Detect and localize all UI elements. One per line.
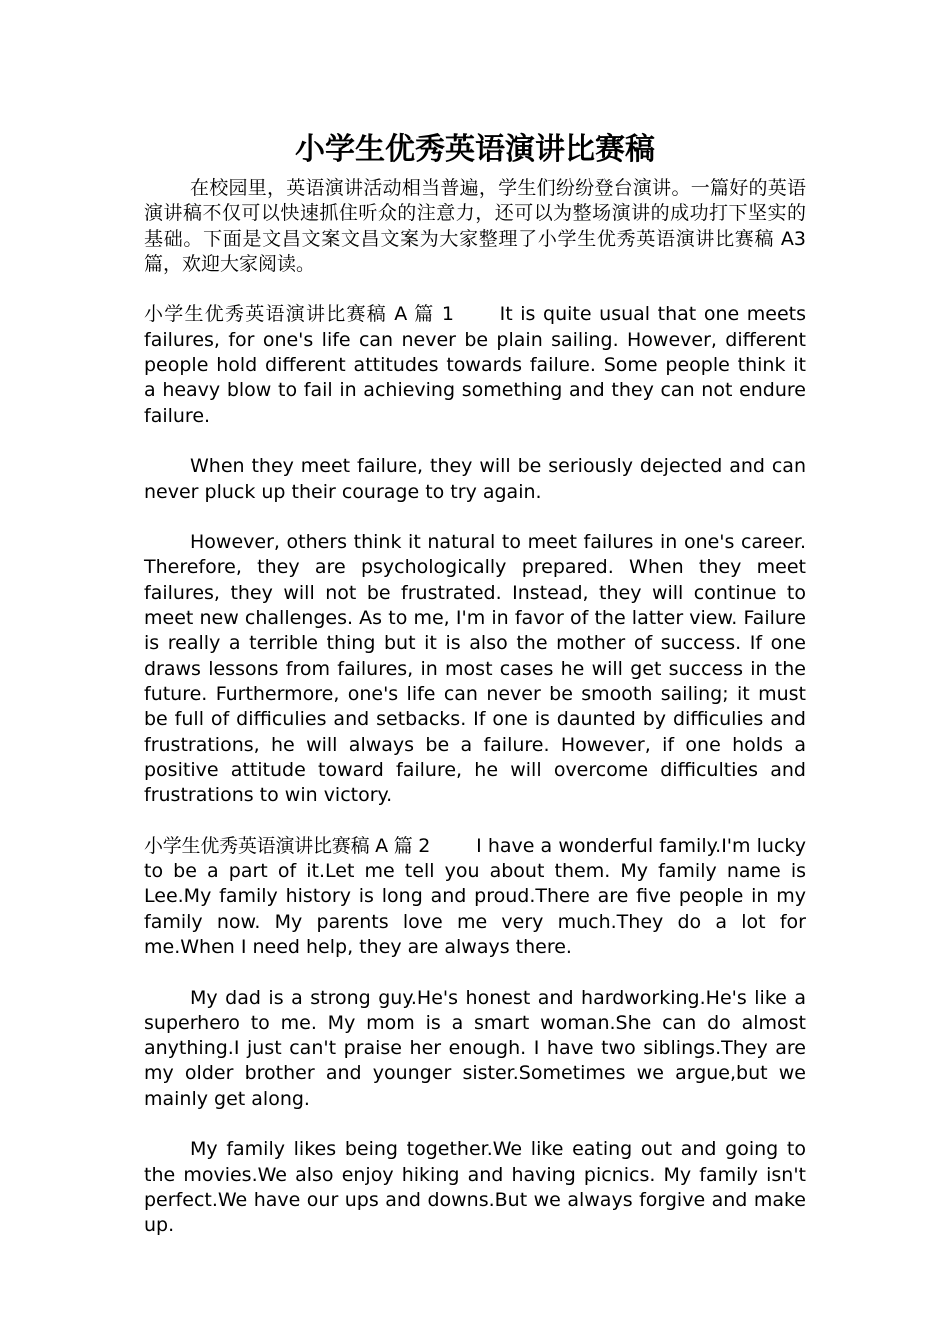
section-1-paragraph-1: It is quite usual that one meets failures, for one's life can never be plain sailing. However, different people hold different attitudes towards failure. Some people think it a heavy blow to fail in achieving something and they can not endure failure. [144, 303, 806, 427]
intro-paragraph: 在校园里，英语演讲活动相当普遍，学生们纷纷登台演讲。一篇好的英语演讲稿不仅可以快速抓住听众的注意力，还可以为整场演讲的成功打下坚实的基础。下面是文昌文案文昌文案为大家整理了小学生优秀英语演讲比赛稿 A3 篇，欢迎大家阅读。 [144, 177, 806, 275]
section-1-first-paragraph [144, 302, 806, 428]
spacer [144, 960, 806, 985]
spacer [144, 277, 806, 302]
section-2-paragraph-2: My dad is a strong guy.He's honest and hardworking.He's like a superhero to me. My mom is a smart woman.She can do almost anything.I just can't praise her enough. I have two siblings.They are my older brother and younger sister.Sometimes we argue,but we mainly get along. [144, 986, 806, 1110]
spacer [144, 505, 806, 530]
section-2-heading: 小学生优秀英语演讲比赛稿 A 篇 2 [144, 834, 431, 857]
spacer [144, 1112, 806, 1137]
section-1-heading: 小学生优秀英语演讲比赛稿 A 篇 1 [144, 303, 454, 326]
section-2-paragraph-1: I have a wonderful family.I'm lucky to be a part of it.Let me tell you about them. My family name is Lee.My family history is long and proud.There are five people in my family now. My parents love me very much.They do a lot for me.When I need help, they are always there. [144, 834, 806, 958]
document-page [144, 128, 806, 1238]
spacer [144, 429, 806, 454]
section-2-first-paragraph [144, 834, 806, 960]
section-1-paragraph-2: When they meet failure, they will be seriously dejected and can never pluck up their courage to try again. [144, 455, 806, 503]
document-title: 小学生优秀英语演讲比赛稿 [295, 132, 655, 167]
section-2-paragraph-3: My family likes being together.We like eating out and going to the movies.We also enjoy hiking and having picnics. My family isn't perfect.We have our ups and downs.But we always forgive and make up. [144, 1138, 806, 1237]
spacer [144, 808, 806, 833]
section-1-paragraph-3: However, others think it natural to meet failures in one's career. Therefore, they are psychologically prepared. When they meet failures, they will not be frustrated. Instead, they will continue to meet new challenges. As to me, I'm in favor of the latter view. Failure is really a terrible thing but it is also the mother of success. If one draws lessons from failures, in most cases he will get success in the future. Furthermore, one's life can never be smooth sailing; it must be full of difficulies and setbacks. If one is daunted by difficulies and frustrations, he will always be a failure. However, if one holds a positive attitude toward failure, he will overcome difficulties and frustrations to win victory. [144, 531, 806, 807]
